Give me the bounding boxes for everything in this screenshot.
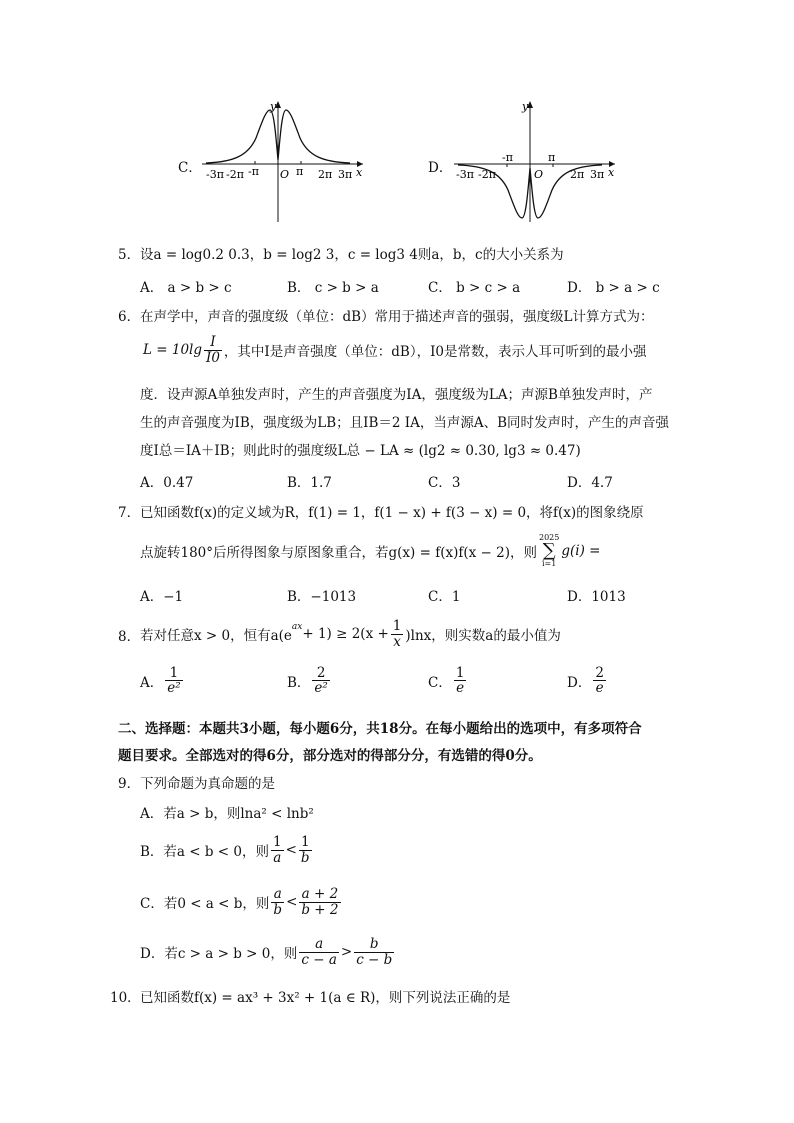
q6-line1: 在声学中，声音的强度级（单位：dB）常用于描述声音的强弱，强度级L计算方式为： <box>140 309 654 325</box>
q6-number: 6． <box>118 309 141 325</box>
graph-c-xlabel: x <box>356 166 363 179</box>
q6-formula-line <box>143 330 647 370</box>
q7-sum-top: 2025 <box>538 533 560 542</box>
q8-option-c-den: e <box>456 680 465 697</box>
q8-option-c-label: C． <box>428 674 452 691</box>
graph-c-tick: π <box>296 165 304 178</box>
q9-d-f2-num: b <box>354 937 394 952</box>
q7-number: 7． <box>118 505 141 521</box>
q5-text: 设a = log0.2 0.3，b = log2 3，c = log3 4则a，b，c的大小关系为 <box>140 247 564 263</box>
q8-text-a: 若对任意x > 0，恒有a(e <box>140 628 292 644</box>
q8-option-b-den: e² <box>314 680 328 697</box>
graph-c-plot <box>198 98 368 226</box>
q6-option-a: A．0.47 <box>140 475 194 491</box>
q6-option-d: D．4.7 <box>567 475 613 491</box>
graph-d-tick: 3π <box>590 168 605 181</box>
graph-d-tick: O <box>534 168 544 181</box>
q6-frac-den: I0 <box>206 349 220 366</box>
q8-frac-num: 1 <box>392 618 402 635</box>
q9-option-d <box>140 932 396 972</box>
q8-option-b <box>287 666 332 695</box>
graph-c-tick: O <box>280 168 290 181</box>
q9-b-op: < <box>285 842 297 858</box>
graph-d-ylabel: y <box>522 100 529 113</box>
q9-option-b <box>140 830 314 870</box>
q9-c-f1-num: a <box>271 887 284 902</box>
q6-line3: 度．设声源A单独发声时，产生的声音强度为IA，强度级为LA；声源B单独发声时，产 <box>140 387 653 403</box>
q9-option-b-prefix: B．若a < b < 0，则 <box>140 844 269 860</box>
q7-line1: 已知函数f(x)的定义域为R，f(1) = 1，f(1 − x) + f(3 − x) = 0，将f(x)的图象绕原 <box>140 505 644 521</box>
q9-text: 下列命题为真命题的是 <box>140 776 275 792</box>
q8-option-d-num: 2 <box>595 665 604 681</box>
q6-option-b: B．1.7 <box>287 475 332 491</box>
q6-option-c: C．3 <box>428 475 461 491</box>
graph-c-tick: 3π <box>338 168 353 181</box>
q8-number: 8． <box>118 629 141 645</box>
q6-line4: 生的声音强度为IB，强度级为LB；且IB＝2 IA，当声源A、B同时发声时，产生的声音强 <box>140 415 670 431</box>
q9-d-f1-num: a <box>299 937 339 952</box>
sigma-icon: ∑ <box>542 540 556 561</box>
q9-c-f2-den: b + 2 <box>301 901 339 918</box>
graph-c-label: C． <box>178 160 202 176</box>
q8-option-c-num: 1 <box>455 665 465 681</box>
q9-b-f1-num: 1 <box>273 834 282 851</box>
graph-d-tick: 2π <box>570 168 585 181</box>
q9-b-f2-den: b <box>300 849 310 866</box>
q6-line5: 度I总＝IA＋IB；则此时的强度级L总 − LA ≈ (lg2 ≈ 0.30, lg3 ≈ 0.47) <box>140 443 581 459</box>
q7-line2: 点旋转180°后所得图象与原图象重合，若g(x) = f(x)f(x − 2)，则 <box>140 545 537 561</box>
q5-option-c: C． b > c > a <box>428 280 521 296</box>
section-2-line1: 二、选择题：本题共3小题，每小题6分，共18分。在每小题给出的选项中，有多项符合 <box>118 721 642 737</box>
q5-option-b: B． c > b > a <box>287 280 379 296</box>
q9-option-a: A．若a > b，则lna² < lnb² <box>140 806 314 822</box>
graph-d-plot <box>450 98 620 226</box>
q5-option-d: D． b > a > c <box>567 280 660 296</box>
q8-frac-den: x <box>393 633 401 650</box>
q9-c-f1-den: b <box>273 901 283 918</box>
q7-line2-wrap <box>140 528 600 574</box>
q8-option-a-den: e² <box>167 680 181 697</box>
q9-b-f1-den: a <box>273 849 282 866</box>
graph-d-tick: -π <box>502 151 513 164</box>
q8-option-a <box>140 666 185 695</box>
q7-sum-body: g(i) = <box>561 543 601 559</box>
q9-d-f1-den: c − a <box>301 951 337 968</box>
q9-b-f2-num: 1 <box>299 835 312 850</box>
graph-c-tick: -π <box>248 165 259 178</box>
q6-line2-rest: ，其中I是声音强度（单位：dB），I0是常数，表示人耳可听到的最小强 <box>223 344 647 360</box>
q9-c-f2-num: a + 2 <box>299 887 340 902</box>
q5-number: 5． <box>118 247 141 263</box>
graph-d-xlabel: x <box>608 166 615 179</box>
q6-fraction <box>204 335 222 364</box>
q6-frac-num: I <box>204 335 222 350</box>
q10-text: 已知函数f(x) = ax³ + 3x² + 1(a ∈ R)，则下列说法正确的是 <box>140 990 511 1006</box>
q8-option-d <box>567 666 608 695</box>
q8-option-a-num: 1 <box>165 666 182 681</box>
q9-c-op: < <box>286 894 298 910</box>
q8-sup: ax <box>291 622 303 632</box>
graph-d-tick: -2π <box>478 168 496 181</box>
graph-d-tick: -3π <box>456 168 474 181</box>
section-2-line2: 题目要求。全部选对的得6分，部分选对的得部分分，有选错的得0分。 <box>118 748 542 764</box>
q7-sum <box>539 534 559 568</box>
graph-c-tick: -3π <box>206 168 224 181</box>
q8-option-d-den: e <box>595 680 604 697</box>
q8-text-c: )lnx，则实数a的最小值为 <box>405 628 561 644</box>
q9-option-d-prefix: D．若c > a > b > 0，则 <box>140 946 298 962</box>
q9-d-f2-den: c − b <box>356 951 393 968</box>
q7-option-b: B．−1013 <box>287 589 357 605</box>
q8-option-a-label: A． <box>140 674 164 691</box>
q9-option-c <box>140 882 343 922</box>
q8-option-c <box>428 666 468 695</box>
q8-option-b-label: B． <box>287 674 311 691</box>
q7-option-a: A．−1 <box>140 589 184 605</box>
q8-text-b: + 1) ≥ 2(x + <box>302 626 389 642</box>
q10-number: 10． <box>110 990 141 1006</box>
q9-number: 9． <box>118 776 141 792</box>
graph-d-tick: π <box>548 151 556 164</box>
q7-option-d: D．1013 <box>567 589 626 605</box>
q9-option-c-prefix: C．若0 < a < b，则 <box>140 896 270 912</box>
q9-d-op: > <box>340 944 353 960</box>
q7-option-c: C．1 <box>428 589 461 605</box>
q7-sum-bottom: i=1 <box>541 559 557 568</box>
graph-d-label: D． <box>428 160 453 176</box>
q8-text-line <box>140 614 561 654</box>
q6-formula-prefix: L = 10lg <box>143 342 202 358</box>
graph-c-tick: 2π <box>318 168 333 181</box>
q8-option-d-label: D． <box>567 674 592 691</box>
q8-fraction <box>391 619 404 648</box>
graph-c-tick: -2π <box>226 168 244 181</box>
graph-c-ylabel: y <box>270 100 277 113</box>
q5-option-a: A． a > b > c <box>140 280 232 296</box>
q8-option-b-num: 2 <box>312 666 329 681</box>
